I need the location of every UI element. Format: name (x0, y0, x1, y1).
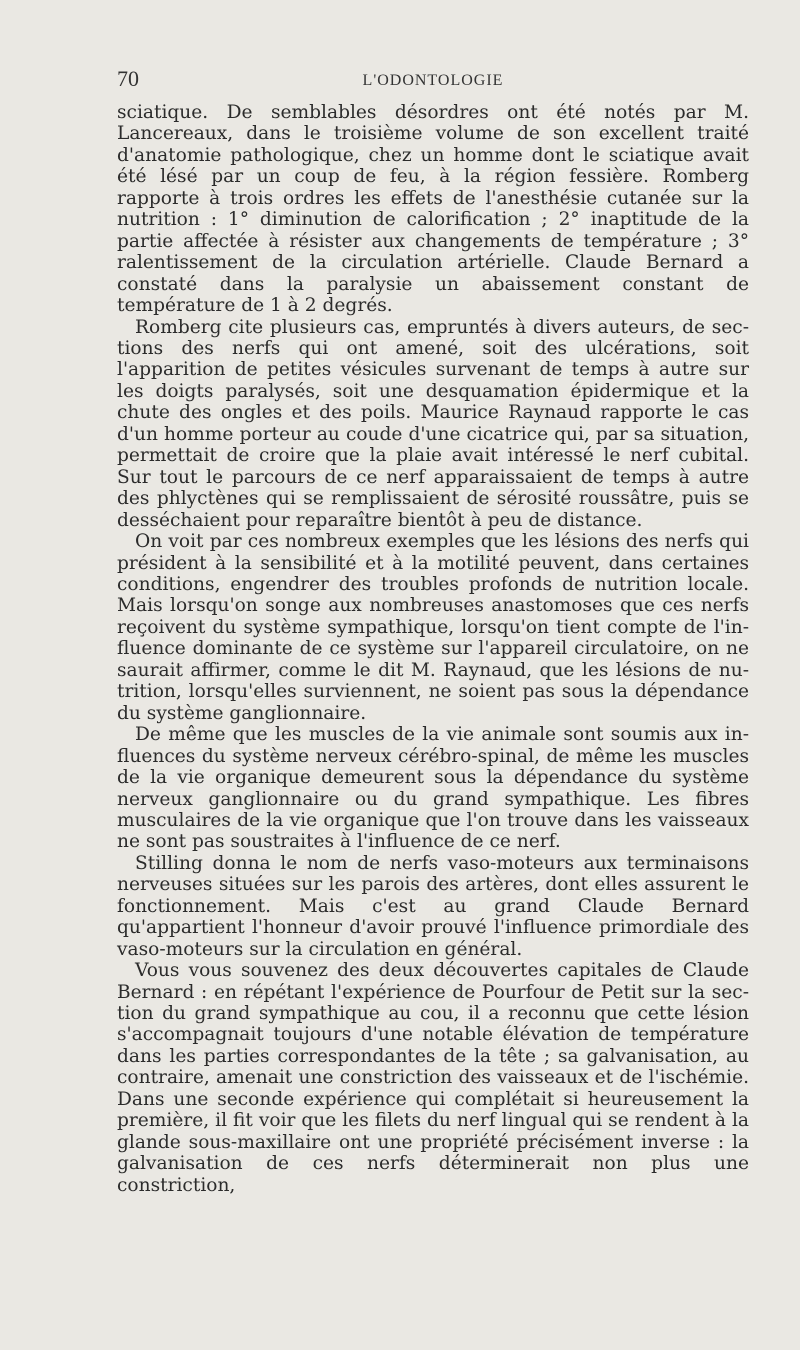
page-header (117, 66, 749, 96)
paragraph: On voit par ces nombreux exemples que les lésions des nerfs qui président à la sensibilité et à la motilité peuvent, dans certaines conditions, engendrer des troubles profonds de nutrition locale. Mais lorsqu'on songe aux nombreuses anastomoses que ces nerfs reçoivent du système sympathique, lorsqu'on tient compte de l'influence dominante de ce système sur l'appareil circulatoire, on ne saurait affirmer, comme le dit M. Raynaud, que les lésions de nutrition, lorsqu'elles surviennent, ne soient pas sous la dépendance du système ganglionnaire. (117, 531, 749, 724)
paragraph: Vous vous souvenez des deux découvertes capitales de Claude Bernard : en répétant l'expérience de Pourfour de Petit sur la section du grand sympathique au cou, il a reconnu que cette lésion s'accompagnait toujours d'une notable élévation de température dans les parties correspondantes de la tête ; sa galvanisation, au contraire, amenait une constriction des vaisseaux et de l'ischémie. Dans une seconde expérience qui complétait si heureusement la première, il fit voir que les filets du nerf lingual qui se rendent à la glande sous-maxillaire ont une propriété précisément inverse : la galvanisation de ces nerfs déterminerait non plus une constriction, (117, 960, 749, 1196)
paragraph: Romberg cite plusieurs cas, empruntés à divers auteurs, de sections des nerfs qui ont amené, soit des ulcérations, soit l'apparition de petites vésicules survenant de temps à autre sur les doigts paralysés, soit une desquamation épidermique et la chute des ongles et des poils. Maurice Raynaud rapporte le cas d'un homme porteur au coude d'une cicatrice qui, par sa situation, permettait de croire que la plaie avait intéressé le nerf cubital. Sur tout le parcours de ce nerf apparaissaient de temps à autre des phlyctènes qui se remplissaient de sérosité roussâtre, puis se desséchaient pour reparaître bientôt à peu de distance. (117, 316, 749, 531)
page-number: 70 (117, 66, 139, 91)
paragraph: De même que les muscles de la vie animale sont soumis aux influences du système nerveux cérébro-spinal, de même les muscles de la vie organique demeurent sous la dépendance du système nerveux ganglionnaire ou du grand sympathique. Les fibres musculaires de la vie organique que l'on trouve dans les vaisseaux ne sont pas soustraites à l'influence de ce nerf. (117, 724, 749, 853)
paragraph: Stilling donna le nom de nerfs vaso-moteurs aux terminaisons nerveuses situées sur les parois des artères, dont elles assurent le fonctionnement. Mais c'est au grand Claude Bernard qu'appartient l'honneur d'avoir prouvé l'influence primordiale des vaso-moteurs sur la circulation en général. (117, 852, 749, 960)
body-text (117, 102, 749, 1196)
paragraph: sciatique. De semblables désordres ont été notés par M. Lancereaux, dans le troisième volume de son excellent traité d'anatomie pathologique, chez un homme dont le sciatique avait été lésé par un coup de feu, à la région fessière. Romberg rapporte à trois ordres les effets de l'anesthésie cutanée sur la nutrition : 1° diminution de calorification ; 2° inaptitude de la partie affectée à résister aux changements de température ; 3° ralentissement de la circulation artérielle. Claude Bernard a constaté dans la paralysie un abaissement constant de température de 1 à 2 degrés. (117, 102, 749, 317)
running-title: L'ODONTOLOGIE (362, 72, 504, 89)
